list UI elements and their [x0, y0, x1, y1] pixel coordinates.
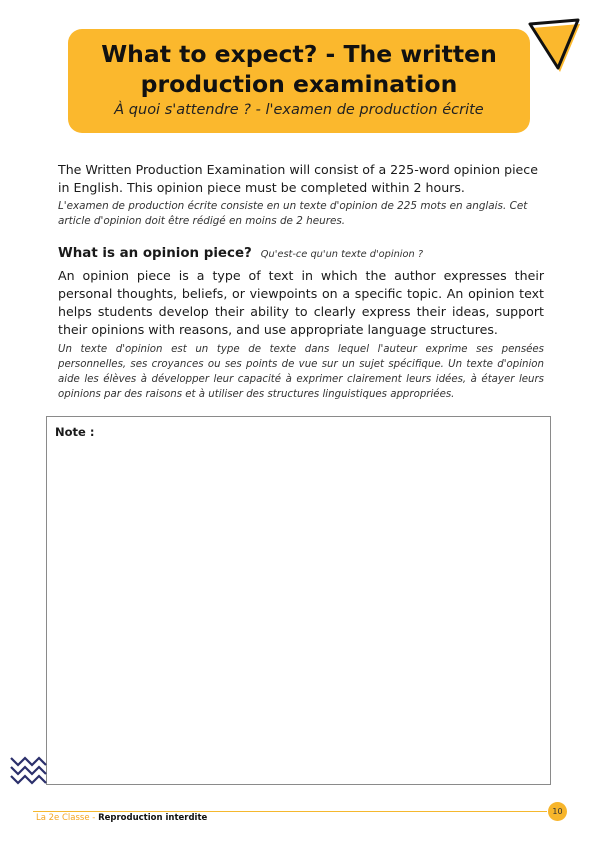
zigzag-decoration-icon	[10, 755, 48, 785]
opinion-heading: What is an opinion piece?	[58, 246, 252, 261]
opinion-section	[58, 246, 544, 402]
triangle-decoration-icon	[528, 18, 584, 78]
opinion-heading-row	[58, 246, 544, 261]
intro-section	[58, 161, 544, 229]
footer-text	[36, 813, 207, 823]
page-title: What to expect? - The written production examination	[101, 40, 497, 98]
intro-text-fr: L'examen de production écrite consiste en un texte d'opinion de 225 mots en anglais. Cet article d'opinion doit être rédigé en moins de 2 heures.	[58, 200, 528, 227]
opinion-heading-fr: Qu'est-ce qu'un texte d'opinion ?	[260, 249, 424, 260]
footer-divider	[33, 811, 547, 812]
footer-brand: La 2e Classe	[36, 813, 90, 823]
opinion-text-fr: Un texte d'opinion est un type de texte dans lequel l'auteur exprime ses pensées personnelles, ses croyances ou ses points de vue sur un sujet spécifique. Un texte d'opinion aide les élèves à développer leur capacité à exprimer clairement leurs idées, à étayer leurs opinions par des raisons et à utiliser des structures linguistiques appropriées.	[58, 344, 544, 400]
opinion-text-en: An opinion piece is a type of text in which the author expresses their personal thoughts, beliefs, or viewpoints on a specific topic. An opinion text helps students develop their ability to clearly express their ideas, support their opinions with reasons, and use appropriate language structures.	[58, 268, 544, 337]
footer-separator: -	[89, 813, 99, 823]
note-label: Note :	[55, 425, 95, 439]
note-box[interactable]	[46, 416, 551, 785]
page-number: 10	[548, 802, 567, 821]
footer-rights: Reproduction interdite	[98, 813, 208, 823]
intro-text-en: The Written Production Examination will consist of a 225-word opinion piece in English. This opinion piece must be completed within 2 hours.	[58, 162, 538, 195]
page-subtitle: À quoi s'attendre ? - l'examen de production écrite	[114, 102, 484, 118]
title-banner	[68, 29, 530, 133]
